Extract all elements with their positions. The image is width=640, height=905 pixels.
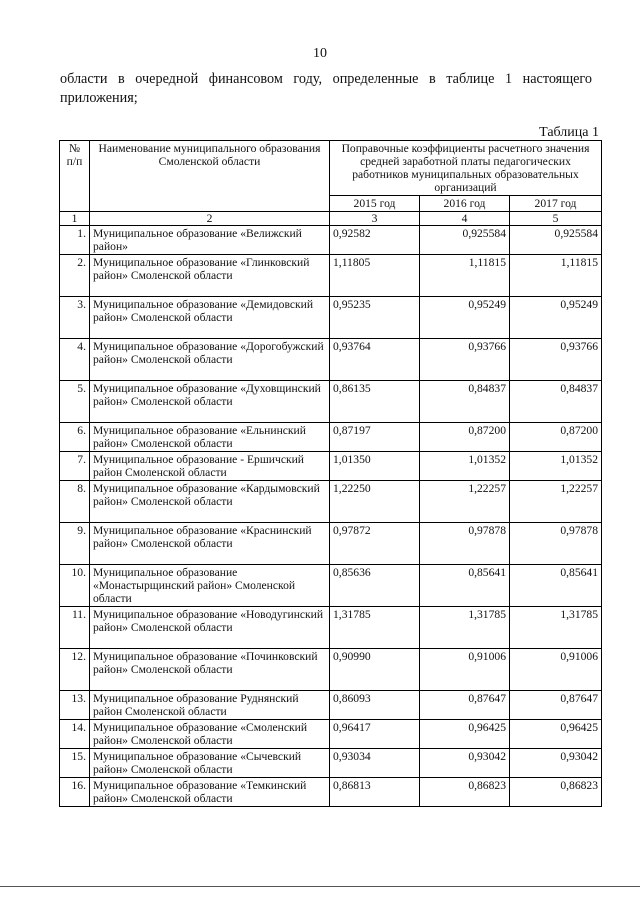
coef-2016: 1,11815 — [420, 255, 510, 297]
municipality-name: Муниципальное образование «Краснинский район» Смоленской области — [90, 523, 330, 565]
coef-2016: 0,86823 — [420, 778, 510, 807]
coef-2017: 0,95249 — [510, 297, 602, 339]
coef-2015: 0,87197 — [330, 423, 420, 452]
municipality-name: Муниципальное образование «Новодугинский район» Смоленской области — [90, 607, 330, 649]
coefficients-table — [59, 140, 602, 807]
header-number: № п/п — [60, 141, 90, 212]
coef-2016: 1,22257 — [420, 481, 510, 523]
column-index: 5 — [510, 212, 602, 226]
coef-2016: 0,925584 — [420, 226, 510, 255]
municipality-name: Муниципальное образование «Сычевский район» Смоленской области — [90, 749, 330, 778]
header-coefficients: Поправочные коэффициенты расчетного значения средней заработной платы педагогических работников муниципальных образовательных организаций — [330, 141, 602, 196]
column-index-row — [60, 212, 602, 226]
coef-2015: 0,95235 — [330, 297, 420, 339]
intro-text: области в очередной финансовом году, определенные в таблице 1 настоящего приложения; — [60, 71, 592, 106]
coef-2017: 1,01352 — [510, 452, 602, 481]
coef-2017: 0,85641 — [510, 565, 602, 607]
coef-2015: 0,97872 — [330, 523, 420, 565]
header-name: Наименование муниципального образования Смоленской области — [90, 141, 330, 212]
coef-2015: 0,93764 — [330, 339, 420, 381]
header-year-2017: 2017 год — [510, 196, 602, 212]
coef-2017: 0,96425 — [510, 720, 602, 749]
coef-2015: 0,92582 — [330, 226, 420, 255]
coef-2017: 1,22257 — [510, 481, 602, 523]
coef-2017: 0,86823 — [510, 778, 602, 807]
coef-2015: 0,93034 — [330, 749, 420, 778]
header-year-2016: 2016 год — [420, 196, 510, 212]
coef-2016: 0,91006 — [420, 649, 510, 691]
row-number: 6. — [60, 423, 90, 452]
coef-2015: 0,90990 — [330, 649, 420, 691]
coef-2015: 0,86093 — [330, 691, 420, 720]
municipality-name: Муниципальное образование «Ельнинский район» Смоленской области — [90, 423, 330, 452]
table-row — [60, 381, 602, 423]
row-number: 11. — [60, 607, 90, 649]
table-row — [60, 565, 602, 607]
row-number: 7. — [60, 452, 90, 481]
row-number: 9. — [60, 523, 90, 565]
row-number: 16. — [60, 778, 90, 807]
coef-2017: 0,925584 — [510, 226, 602, 255]
table-row — [60, 778, 602, 807]
coef-2015: 1,31785 — [330, 607, 420, 649]
municipality-name: Муниципальное образование «Духовщинский район» Смоленской области — [90, 381, 330, 423]
coef-2015: 1,01350 — [330, 452, 420, 481]
coef-2016: 0,96425 — [420, 720, 510, 749]
row-number: 14. — [60, 720, 90, 749]
table-row — [60, 523, 602, 565]
table-row — [60, 255, 602, 297]
table-row — [60, 226, 602, 255]
column-index: 1 — [60, 212, 90, 226]
row-number: 12. — [60, 649, 90, 691]
coef-2015: 0,86813 — [330, 778, 420, 807]
row-number: 15. — [60, 749, 90, 778]
municipality-name: Муниципальное образование «Дорогобужский район» Смоленской области — [90, 339, 330, 381]
row-number: 1. — [60, 226, 90, 255]
coef-2016: 0,84837 — [420, 381, 510, 423]
row-number: 5. — [60, 381, 90, 423]
municipality-name: Муниципальное образование «Глинковский район» Смоленской области — [90, 255, 330, 297]
coef-2017: 1,31785 — [510, 607, 602, 649]
table-row — [60, 423, 602, 452]
municipality-name: Муниципальное образование «Починковский район» Смоленской области — [90, 649, 330, 691]
table-row — [60, 691, 602, 720]
page-bottom-divider — [0, 886, 640, 887]
page-number: 10 — [313, 46, 327, 61]
coef-2016: 0,95249 — [420, 297, 510, 339]
column-index: 2 — [90, 212, 330, 226]
coef-2017: 0,87647 — [510, 691, 602, 720]
municipality-name: Муниципальное образование - Ершичский район Смоленской области — [90, 452, 330, 481]
municipality-name: Муниципальное образование «Демидовский район» Смоленской области — [90, 297, 330, 339]
row-number: 4. — [60, 339, 90, 381]
coef-2016: 0,97878 — [420, 523, 510, 565]
table-row — [60, 339, 602, 381]
coef-2015: 1,11805 — [330, 255, 420, 297]
coef-2016: 1,31785 — [420, 607, 510, 649]
table-row — [60, 720, 602, 749]
table-row — [60, 297, 602, 339]
municipality-name: Муниципальное образование «Монастырщинский район» Смоленской области — [90, 565, 330, 607]
coef-2016: 0,93042 — [420, 749, 510, 778]
coef-2016: 0,93766 — [420, 339, 510, 381]
coef-2016: 1,01352 — [420, 452, 510, 481]
column-index: 4 — [420, 212, 510, 226]
coef-2016: 0,87200 — [420, 423, 510, 452]
table-row — [60, 607, 602, 649]
row-number: 8. — [60, 481, 90, 523]
coef-2017: 0,91006 — [510, 649, 602, 691]
coef-2017: 1,11815 — [510, 255, 602, 297]
row-number: 3. — [60, 297, 90, 339]
coef-2016: 0,87647 — [420, 691, 510, 720]
coef-2015: 0,96417 — [330, 720, 420, 749]
table-row — [60, 749, 602, 778]
table-row — [60, 649, 602, 691]
header-year-2015: 2015 год — [330, 196, 420, 212]
coef-2017: 0,84837 — [510, 381, 602, 423]
municipality-name: Муниципальное образование «Темкинский район» Смоленской области — [90, 778, 330, 807]
coef-2017: 0,93766 — [510, 339, 602, 381]
row-number: 13. — [60, 691, 90, 720]
coef-2017: 0,93042 — [510, 749, 602, 778]
coef-2015: 0,86135 — [330, 381, 420, 423]
coef-2015: 0,85636 — [330, 565, 420, 607]
column-index: 3 — [330, 212, 420, 226]
coef-2016: 0,85641 — [420, 565, 510, 607]
table-row — [60, 481, 602, 523]
municipality-name: Муниципальное образование «Кардымовский район» Смоленской области — [90, 481, 330, 523]
row-number: 10. — [60, 565, 90, 607]
row-number: 2. — [60, 255, 90, 297]
table-row — [60, 452, 602, 481]
coef-2017: 0,97878 — [510, 523, 602, 565]
municipality-name: Муниципальное образование «Смоленский район» Смоленской области — [90, 720, 330, 749]
coef-2017: 0,87200 — [510, 423, 602, 452]
table-caption: Таблица 1 — [539, 125, 599, 140]
municipality-name: Муниципальное образование «Велижский район» — [90, 226, 330, 255]
coef-2015: 1,22250 — [330, 481, 420, 523]
municipality-name: Муниципальное образование Руднянский район Смоленской области — [90, 691, 330, 720]
